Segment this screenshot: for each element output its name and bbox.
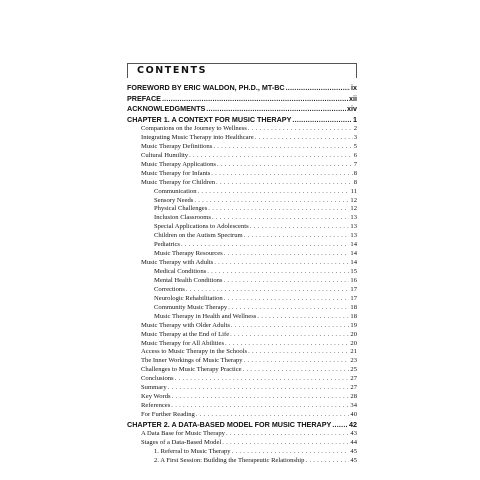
toc-entry [127,259,357,268]
dot-leader [225,340,349,349]
dot-leader [332,420,348,431]
toc-entry-label: CHAPTER 2. A DATA-BASED MODEL FOR MUSIC THERAPY [127,419,332,429]
dot-leader [305,457,349,466]
toc-entry-page-number: 3 [353,133,357,141]
dot-leader [217,161,353,170]
toc-entry-label: ACKNOWLEDGMENTS [127,104,206,113]
toc-entry [127,304,357,313]
dot-leader [206,104,346,115]
toc-entry-page-number: 28 [350,393,357,401]
dot-leader [216,179,353,188]
toc-entry [127,439,357,448]
toc-entry-label: Medical Conditions [154,268,207,275]
toc-entry-page-number: 13 [350,223,357,231]
toc-entry [127,205,357,214]
toc-entry-label: Pediatrics [154,241,181,249]
toc-entry-page-number: 23 [350,357,357,365]
toc-entry-label: Communication [154,187,197,195]
toc-entry [127,357,357,366]
toc-entry-label: FOREWORD BY ERIC WALDON, PH.D., MT-BC [127,83,285,92]
toc-entry-page-number: 14 [350,241,357,249]
toc-entry-label: Music Therapy Applications [141,160,216,168]
dot-leader [286,83,350,94]
toc-entry-label: Music Therapy with Adults [141,259,214,267]
dot-leader [171,402,349,411]
toc-entry [127,348,357,357]
toc-entry [127,340,357,349]
toc-entry [127,232,357,241]
toc-entry-page-number: 12 [350,196,357,204]
toc-entry [127,125,357,134]
toc-entry-page-number: 25 [350,366,357,374]
toc-entry-label: Music Therapy for Children [141,178,216,186]
toc-entry [127,331,357,340]
dot-leader [232,448,350,457]
table-of-contents [127,83,357,466]
dot-leader [243,366,350,375]
toc-entry-page-number: 18 [350,303,357,311]
toc-entry-label: PREFACE [127,93,161,103]
toc-entry [127,277,357,286]
dot-leader [162,94,348,105]
toc-entry-page-number: 8 [353,169,357,177]
dot-leader [244,357,350,366]
toc-entry-label: Integrating Music Therapy into Healthcare [141,133,254,141]
dot-leader [186,286,350,295]
toc-chapter-entry [127,83,357,94]
toc-entry-page-number: 1 [353,114,357,124]
dot-leader [224,295,350,304]
toc-entry [127,313,357,322]
toc-entry [127,375,357,384]
dot-leader [255,134,353,143]
toc-entry-page-number: 7 [353,160,357,168]
toc-entry [127,286,357,295]
toc-entry-label: 2. A First Session: Building the Therapeutic Relationship [154,457,305,465]
toc-entry-label: 1. Referral to Music Therapy [154,448,231,456]
dot-leader [222,439,349,448]
toc-entry-page-number: 11 [350,187,357,195]
toc-entry-page-number: 27 [350,384,357,392]
toc-entry-label: Sensory Needs [154,196,194,204]
dot-leader [228,304,349,313]
toc-entry-page-number: 34 [350,402,357,410]
toc-entry-page-number: 45 [350,448,357,456]
toc-entry-label: The Inner Workings of Music Therapy [141,357,243,365]
toc-entry-page-number: 14 [350,250,357,258]
toc-entry-label: Key Words [141,393,171,401]
toc-chapter-entry [127,115,357,126]
toc-entry-label: Community Music Therapy [154,303,228,311]
dot-leader [207,268,349,277]
dot-leader [181,241,349,250]
toc-entry-label: Mental Health Conditions [154,276,223,284]
toc-entry [127,143,357,152]
toc-entry [127,295,357,304]
toc-entry-page-number: xii [349,93,357,103]
toc-entry [127,188,357,197]
toc-entry-page-number: 15 [350,268,357,275]
toc-entry-page-number: 14 [350,259,357,267]
toc-entry-page-number: 19 [350,321,357,329]
toc-entry-page-number: ix [351,83,357,92]
toc-entry-label: Physical Challenges [154,205,208,213]
dot-leader [214,259,349,268]
toc-entry [127,448,357,457]
toc-entry-label: CHAPTER 1. A CONTEXT FOR MUSIC THERAPY [127,114,292,124]
toc-entry-page-number: 21 [350,348,357,356]
toc-entry [127,223,357,232]
toc-entry-label: For Further Reading [141,411,195,418]
toc-entry-page-number: xiv [347,104,357,113]
toc-entry-label: Music Therapy for All Abilities [141,339,225,347]
toc-entry-label: Music Therapy Resources [154,250,223,258]
toc-entry-label: Music Therapy with Older Adults [141,321,230,329]
dot-leader [212,214,349,223]
contents-heading: CONTENTS [137,65,208,76]
dot-leader [248,348,349,357]
dot-leader [292,115,352,126]
toc-entry [127,197,357,206]
toc-entry-label: Cultural Humility [141,151,189,159]
dot-leader [244,232,350,241]
toc-entry [127,366,357,375]
toc-chapter-entry [127,420,357,431]
toc-chapter-entry [127,94,357,105]
toc-entry [127,170,357,179]
dot-leader [208,205,349,214]
toc-entry-label: Inclusion Classrooms [154,214,211,222]
toc-entry-page-number: 2 [353,125,357,132]
toc-entry-label: Summary [141,384,167,392]
toc-entry-label: Music Therapy at the End of Life [141,330,230,338]
toc-entry [127,179,357,188]
toc-entry-page-number: 27 [350,375,357,383]
toc-entry [127,152,357,161]
toc-chapter-entry [127,104,357,115]
toc-entry [127,241,357,250]
toc-entry-label: Music Therapy for Infants [141,169,211,177]
toc-entry-page-number: 18 [350,312,357,320]
toc-entry-page-number: 16 [350,276,357,284]
toc-entry-label: A Data Base for Music Therapy [141,430,225,438]
dot-leader [226,430,349,439]
toc-entry-label: Music Therapy in Health and Wellness [154,312,257,320]
toc-entry [127,457,357,466]
toc-entry-label: Access to Music Therapy in the Schools [141,348,248,356]
dot-leader [194,197,349,206]
dot-leader [196,411,350,420]
toc-entry [127,384,357,393]
dot-leader [224,250,350,259]
toc-entry-label: Corrections [154,285,185,293]
toc-entry-page-number: 45 [350,457,357,465]
dot-leader [172,393,350,402]
toc-entry-page-number: 42 [349,419,357,429]
toc-entry-label: Neurologic Rehabilitation [154,294,223,302]
toc-entry-page-number: 44 [350,439,357,447]
dot-leader [198,188,350,197]
toc-entry [127,430,357,439]
dot-leader [213,143,352,152]
toc-entry [127,161,357,170]
toc-entry-label: Special Applications to Adolescents [154,223,249,231]
toc-entry-label: Challenges to Music Therapy Practice [141,366,242,374]
toc-entry-label: Music Therapy Definitions [141,142,213,150]
toc-entry-page-number: 43 [350,430,357,438]
toc-entry-page-number: 8 [353,178,357,186]
toc-entry [127,402,357,411]
toc-entry [127,134,357,143]
toc-entry-page-number: 20 [350,339,357,347]
dot-leader [168,384,350,393]
toc-entry-page-number: 17 [350,294,357,302]
toc-entry-page-number: 13 [350,214,357,222]
dot-leader [211,170,352,179]
dot-leader [224,277,350,286]
dot-leader [250,223,350,232]
toc-entry-page-number: 6 [353,151,357,159]
toc-entry-page-number: 17 [350,285,357,293]
toc-entry-page-number: 5 [353,142,357,150]
toc-entry-label: Stages of a Data-Based Model [141,439,222,447]
dot-leader [248,125,353,134]
dot-leader [231,322,350,331]
toc-entry-label: Companions on the Journey to Wellness [141,125,247,132]
toc-entry [127,214,357,223]
toc-entry [127,411,357,420]
toc-entry-label: Children on the Autism Spectrum [154,232,243,240]
toc-entry [127,250,357,259]
toc-entry-page-number: 40 [350,411,357,418]
toc-entry-page-number: 12 [350,205,357,213]
dot-leader [257,313,349,322]
dot-leader [189,152,353,161]
toc-entry-label: Conclusions [141,375,174,383]
toc-entry [127,393,357,402]
toc-entry-label: References [141,402,171,410]
dot-leader [175,375,350,384]
toc-entry-page-number: 13 [350,232,357,240]
toc-entry [127,268,357,277]
toc-entry-page-number: 20 [350,330,357,338]
toc-entry [127,322,357,331]
dot-leader [230,331,349,340]
